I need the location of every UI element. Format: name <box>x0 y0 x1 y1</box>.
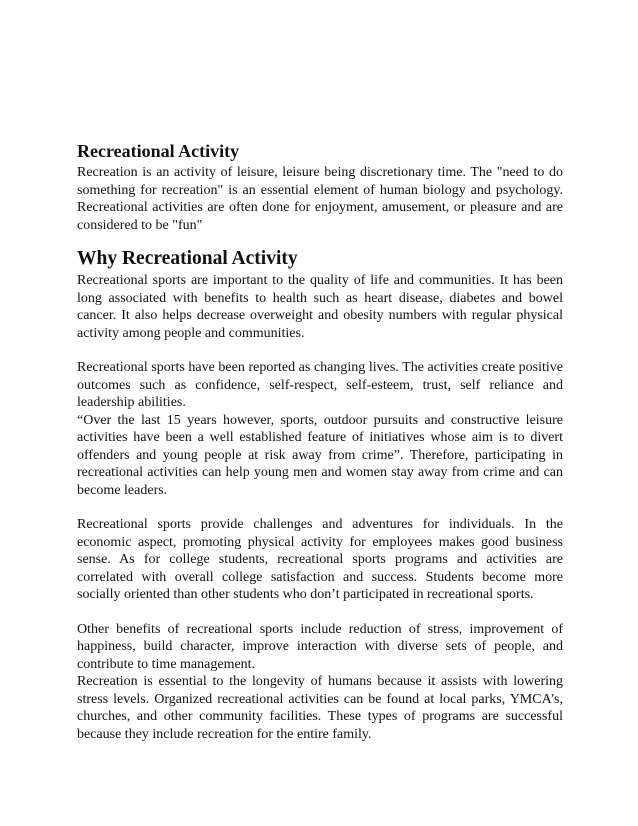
paragraph-crime-quote: “Over the last 15 years however, sports, outdoor pursuits and constructive leisure activities have been a well established feature of initiatives whose aim is to divert offenders and young people at risk away from crime”. Therefore, participating in recreational activities can help young men and women stay away from crime and can become leaders. <box>77 412 563 498</box>
heading-why-recreational-activity: Why Recreational Activity <box>77 248 298 269</box>
paragraph-longevity: Recreation is essential to the longevity of humans because it assists with lowering stress levels. Organized recreational activities can be found at local parks, YMCA’s, churches, and other community facilities. These types of programs are successful because they include recreation for the entire family. <box>77 674 563 742</box>
paragraph-definition: Recreation is an activity of leisure, leisure being discretionary time. The "need to do something for recreation" is an essential element of human biology and psychology. Recreational activities are often done for enjoyment, amusement, or pleasure and are considered to be "fun" <box>77 165 563 233</box>
paragraph-changing-lives: Recreational sports have been reported as changing lives. The activities create positive outcomes such as confidence, self-respect, self-esteem, trust, self reliance and leadership abilities. <box>77 360 563 410</box>
paragraph-challenges: Recreational sports provide challenges and adventures for individuals. In the economic aspect, promoting physical activity for employees makes good business sense. As for college students, recreational sports programs and activities are correlated with overall college satisfaction and success. Students become more socially oriented than other students who don’t participated in recreational sports. <box>77 517 563 602</box>
heading-recreational-activity: Recreational Activity <box>77 141 240 161</box>
paragraph-quality-of-life: Recreational sports are important to the quality of life and communities. It has been long associated with benefits to health such as heart disease, diabetes and bowel cancer. It also helps decrease overweight and obesity numbers with regular physical activity among people and communities. <box>77 273 563 341</box>
paragraph-other-benefits: Other benefits of recreational sports include reduction of stress, improvement of happiness, build character, improve interaction with diverse sets of people, and contribute to time management. <box>77 621 563 672</box>
document-page <box>77 140 563 743</box>
